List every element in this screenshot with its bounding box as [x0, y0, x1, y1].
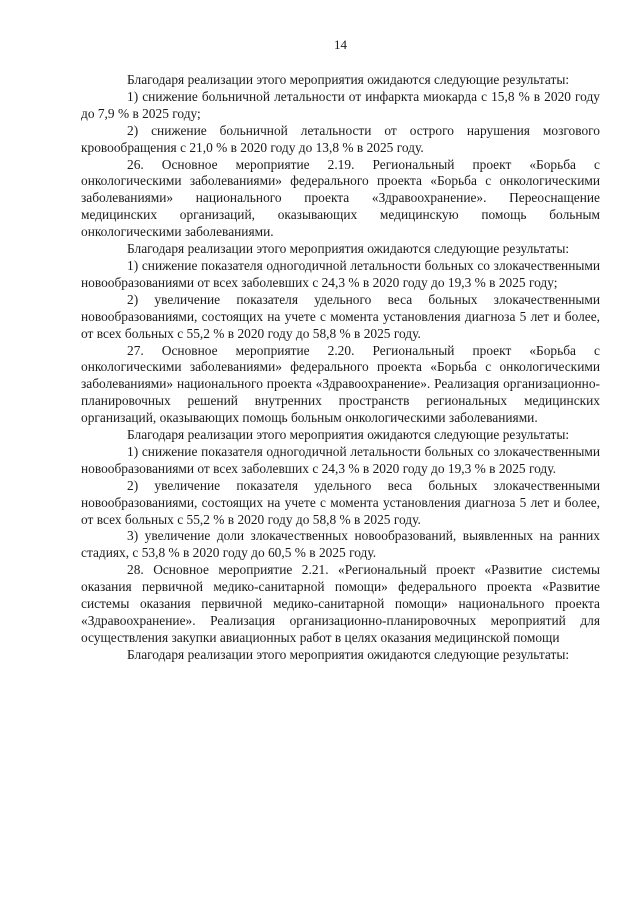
paragraph: 2) увеличение показателя удельного веса больных злокачественными новообразованиями, состоящих на учете с момента установления диагноза 5 лет и более, от всех больных с 55,2 % в 2020 году до 58,8 % в 2025 году. — [81, 477, 600, 527]
paragraph: 28. Основное мероприятие 2.21. «Региональный проект «Развитие системы оказания первичной медико-санитарной помощи» федерального проекта «Развитие системы оказания первичной медико-санитарной помощи» национального проекта «Здравоохранение». Реализация организационно-планировочных мероприятий для осуществления закупки авиационных работ в целях оказания медицинской помощи — [81, 562, 600, 645]
page-number: 14 — [334, 37, 347, 52]
paragraph: Благодаря реализации этого мероприятия ожидаются следующие результаты: — [127, 72, 570, 87]
paragraph: 1) снижение показателя одногодичной летальности больных со злокачественными новообразованиями от всех заболевших с 24,3 % в 2020 году до 19,3 % в 2025 году; — [81, 257, 600, 290]
paragraph: 26. Основное мероприятие 2.19. Региональный проект «Борьба с онкологическими заболеваниями» федерального проекта «Борьба с онкологическими заболеваниями» национального проекта «Здравоохранение». Переоснащение медицинских организаций, оказывающих медицинскую помощь больным онкологическими заболеваниями. — [81, 156, 600, 240]
document-body — [81, 72, 600, 664]
paragraph: 2) увеличение показателя удельного веса больных злокачественными новообразованиями, состоящих на учете с момента установления диагноза 5 лет и более, от всех больных с 55,2 % в 2020 году до 58,8 % в 2025 году. — [81, 291, 600, 341]
paragraph: 1) снижение больничной летальности от инфаркта миокарда с 15,8 % в 2020 году до 7,9 % в 2025 году; — [81, 88, 600, 121]
paragraph: 2) снижение больничной летальности от острого нарушения мозгового кровообращения с 21,0 % в 2020 году до 13,8 % в 2025 году. — [81, 122, 600, 155]
paragraph: Благодаря реализации этого мероприятия ожидаются следующие результаты: — [127, 241, 570, 257]
paragraph: 1) снижение показателя одногодичной летальности больных со злокачественными новообразованиями от всех заболевших с 24,3 % в 2020 году до 19,3 % в 2025 году. — [81, 443, 600, 476]
paragraph: Благодаря реализации этого мероприятия ожидаются следующие результаты: — [127, 646, 570, 662]
paragraph: Благодаря реализации этого мероприятия ожидаются следующие результаты: — [127, 427, 570, 443]
paragraph: 3) увеличение доли злокачественных новообразований, выявленных на ранних стадиях, с 53,8 % в 2020 году до 60,5 % в 2025 году. — [81, 528, 600, 561]
paragraph: 27. Основное мероприятие 2.20. Региональный проект «Борьба с онкологическими заболеваниями» федерального проекта «Борьба с онкологическими заболеваниями» национального проекта «Здравоохранение». Реализация организационно-планировочных решений внутренних пространств региональных медицинских организаций, оказывающих помощь больным онкологическими заболеваниями. — [81, 342, 600, 426]
